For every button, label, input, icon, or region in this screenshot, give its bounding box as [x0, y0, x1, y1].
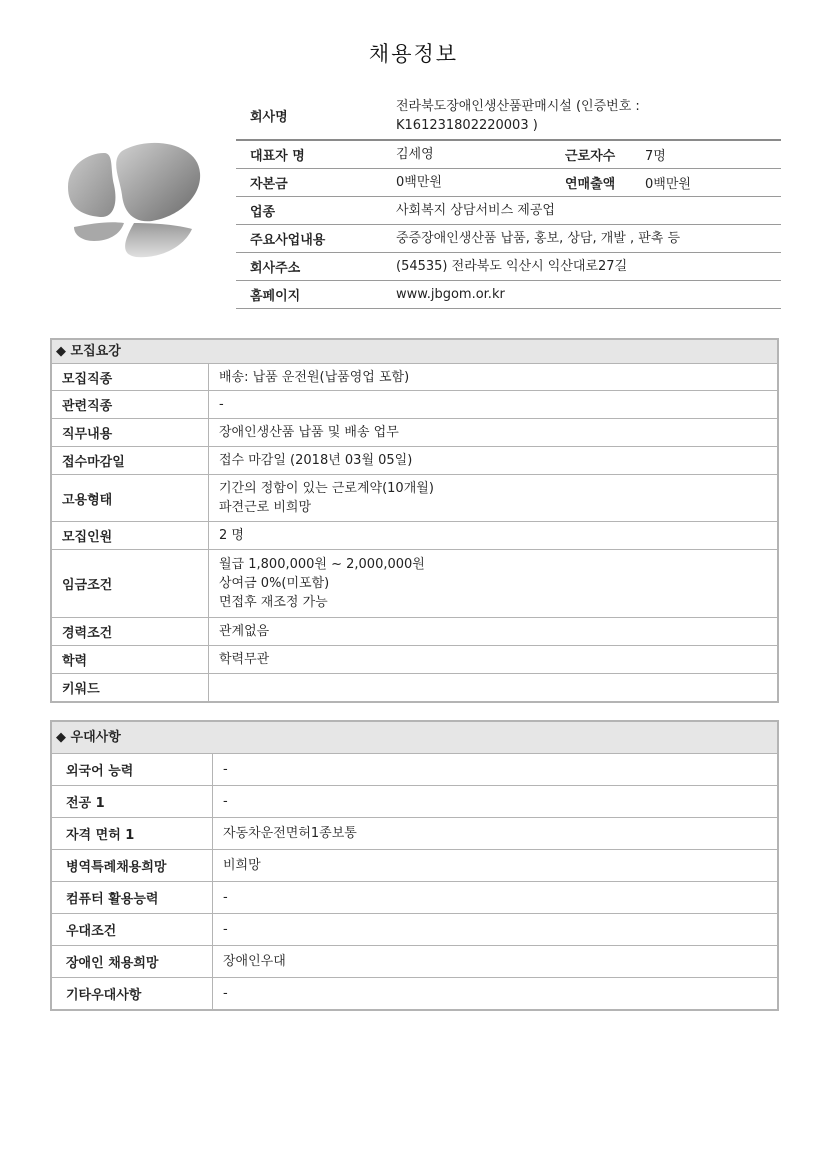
table-row [52, 447, 777, 475]
row-label: 컴퓨터 활용능력 [52, 882, 213, 914]
row-value: - [213, 754, 778, 786]
industry-label: 업종 [236, 196, 382, 224]
business-label: 주요사업내용 [236, 224, 382, 252]
row-label: 관련직종 [52, 391, 209, 419]
table-row [52, 419, 777, 447]
table-row [52, 674, 777, 701]
row-label: 자격 면허 1 [52, 818, 213, 850]
table-row [52, 550, 777, 618]
sales-value: 0백만원 [645, 168, 781, 196]
capital-value: 0백만원 [382, 168, 565, 196]
row-value: 접수 마감일 (2018년 03월 05일) [209, 447, 778, 475]
homepage-link[interactable]: www.jbgom.or.kr [382, 280, 781, 308]
employees-value: 7명 [645, 140, 781, 168]
row-label: 임금조건 [52, 550, 209, 618]
row-value: - [213, 882, 778, 914]
row-label: 장애인 채용희망 [52, 946, 213, 978]
row-label: 우대조건 [52, 914, 213, 946]
row-label: 모집인원 [52, 522, 209, 550]
homepage-label: 홈페이지 [236, 280, 382, 308]
table-row [52, 978, 777, 1009]
employees-label: 근로자수 [565, 140, 645, 168]
table-row [52, 475, 777, 522]
preference-header: ◆ 우대사항 [52, 722, 777, 753]
ceo-value: 김세영 [382, 140, 565, 168]
address-label: 회사주소 [236, 252, 382, 280]
table-row [52, 914, 777, 946]
table-row [52, 391, 777, 419]
recruitment-table [52, 363, 777, 701]
table-row [52, 786, 777, 818]
row-label: 학력 [52, 646, 209, 674]
ceo-label: 대표자 명 [236, 140, 382, 168]
row-value: - [213, 978, 778, 1009]
business-value: 중증장애인생산품 납품, 홍보, 상담, 개발 , 판촉 등 [382, 224, 781, 252]
row-value: - [213, 786, 778, 818]
industry-value: 사회복지 상담서비스 제공업 [382, 196, 781, 224]
row-value: 기간의 정함이 있는 근로계약(10개월) 파견근로 비희망 [209, 475, 778, 522]
row-label: 기타우대사항 [52, 978, 213, 1009]
table-row [52, 850, 777, 882]
company-info-table [236, 92, 781, 309]
recruitment-section [50, 338, 779, 703]
row-value: 2 명 [209, 522, 778, 550]
table-row [52, 364, 777, 391]
capital-label: 자본금 [236, 168, 382, 196]
row-label: 직무내용 [52, 419, 209, 447]
row-value: 월급 1,800,000원 ~ 2,000,000원 상여금 0%(미포함) 면접후 재조정 가능 [209, 550, 778, 618]
row-label: 고용형태 [52, 475, 209, 522]
row-value [209, 674, 778, 701]
row-label: 전공 1 [52, 786, 213, 818]
row-label: 경력조건 [52, 618, 209, 646]
company-name-value: 전라북도장애인생산품판매시설 (인증번호 : K161231802220003 ) [382, 92, 781, 140]
table-row [52, 754, 777, 786]
table-row [52, 882, 777, 914]
preference-section [50, 720, 779, 1011]
table-row [52, 946, 777, 978]
table-row [52, 618, 777, 646]
sales-label: 연매출액 [565, 168, 645, 196]
preference-table [52, 753, 777, 1009]
row-label: 접수마감일 [52, 447, 209, 475]
row-value: - [213, 914, 778, 946]
address-value: (54535) 전라북도 익산시 익산대로27길 [382, 252, 781, 280]
company-logo [60, 135, 210, 265]
row-value: 관계없음 [209, 618, 778, 646]
row-value: - [209, 391, 778, 419]
page-title: 채용정보 [368, 42, 459, 66]
table-row [52, 522, 777, 550]
row-label: 외국어 능력 [52, 754, 213, 786]
row-value: 장애인생산품 납품 및 배송 업무 [209, 419, 778, 447]
row-value: 비희망 [213, 850, 778, 882]
recruitment-header: ◆ 모집요강 [52, 340, 777, 363]
row-value: 장애인우대 [213, 946, 778, 978]
row-value: 학력무관 [209, 646, 778, 674]
row-label: 키워드 [52, 674, 209, 701]
company-name-label: 회사명 [236, 92, 382, 140]
row-label: 병역특례채용희망 [52, 850, 213, 882]
row-label: 모집직종 [52, 364, 209, 391]
row-value: 자동차운전면허1종보통 [213, 818, 778, 850]
table-row [52, 646, 777, 674]
table-row [52, 818, 777, 850]
row-value: 배송: 납품 운전원(납품영업 포함) [209, 364, 778, 391]
